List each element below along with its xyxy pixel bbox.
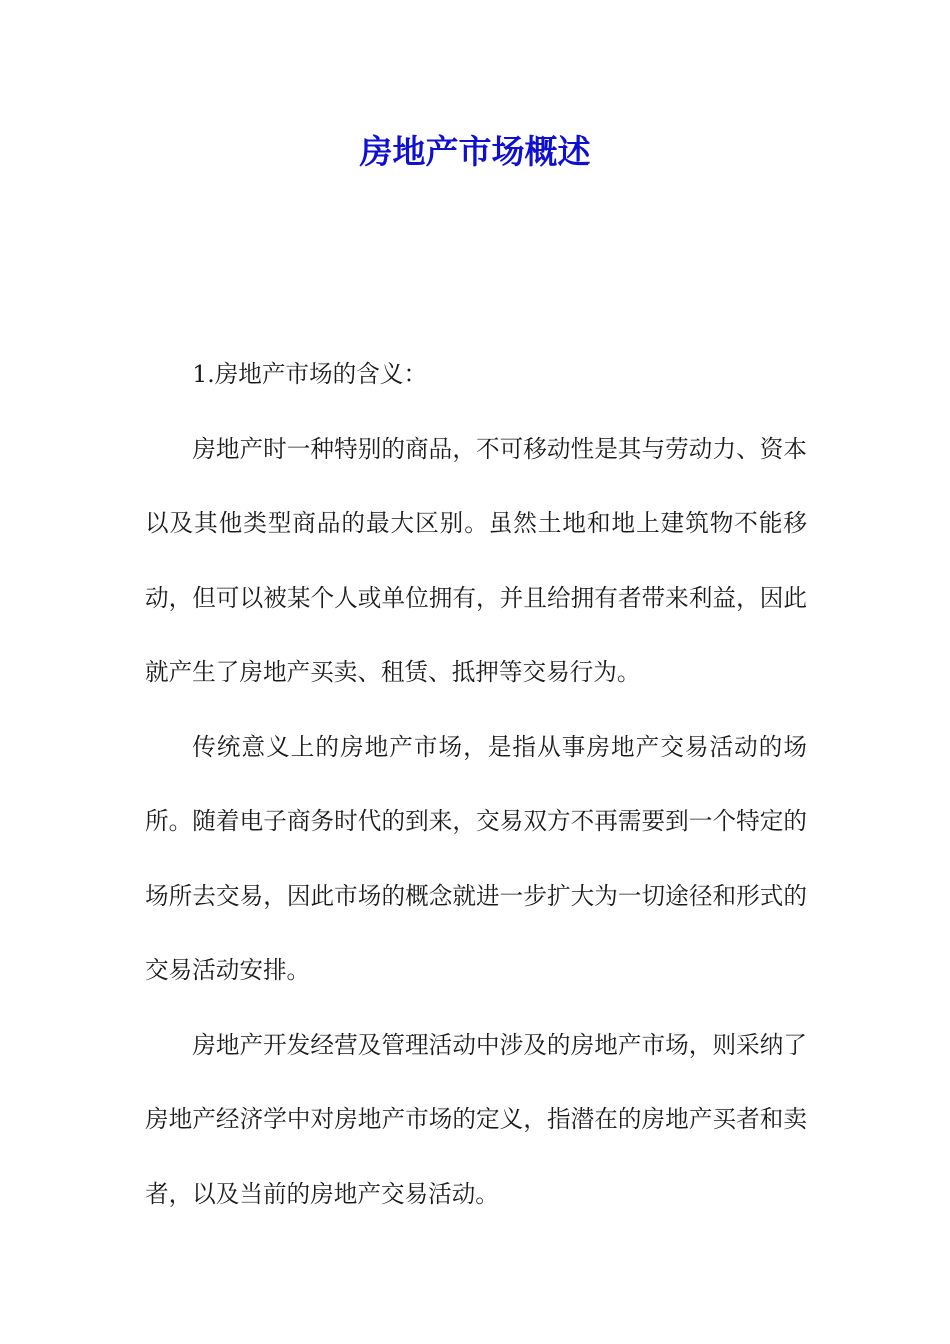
section-heading: 1.房地产市场的含义： [192, 360, 428, 388]
paragraph-1: 房地产时一种特别的商品，不可移动性是其与劳动力、资本以及其他类型商品的最大区别。虽然土地和地上建筑物不能移动，但可以被某个人或单位拥有，并且给拥有者带来利益，因此就产生了房地产买卖、租赁、抵押等交易行为。 [145, 434, 807, 686]
document-body [145, 337, 807, 1231]
paragraph-2: 传统意义上的房地产市场，是指从事房地产交易活动的场所。随着电子商务时代的到来，交易双方不再需要到一个特定的场所去交易，因此市场的概念就进一步扩大为一切途径和形式的交易活动安排。 [145, 732, 807, 984]
paragraph-3: 房地产开发经营及管理活动中涉及的房地产市场，则采纳了房地产经济学中对房地产市场的定义，指潜在的房地产买者和卖者，以及当前的房地产交易活动。 [145, 1030, 807, 1208]
page-title: 房地产市场概述 [359, 132, 591, 171]
